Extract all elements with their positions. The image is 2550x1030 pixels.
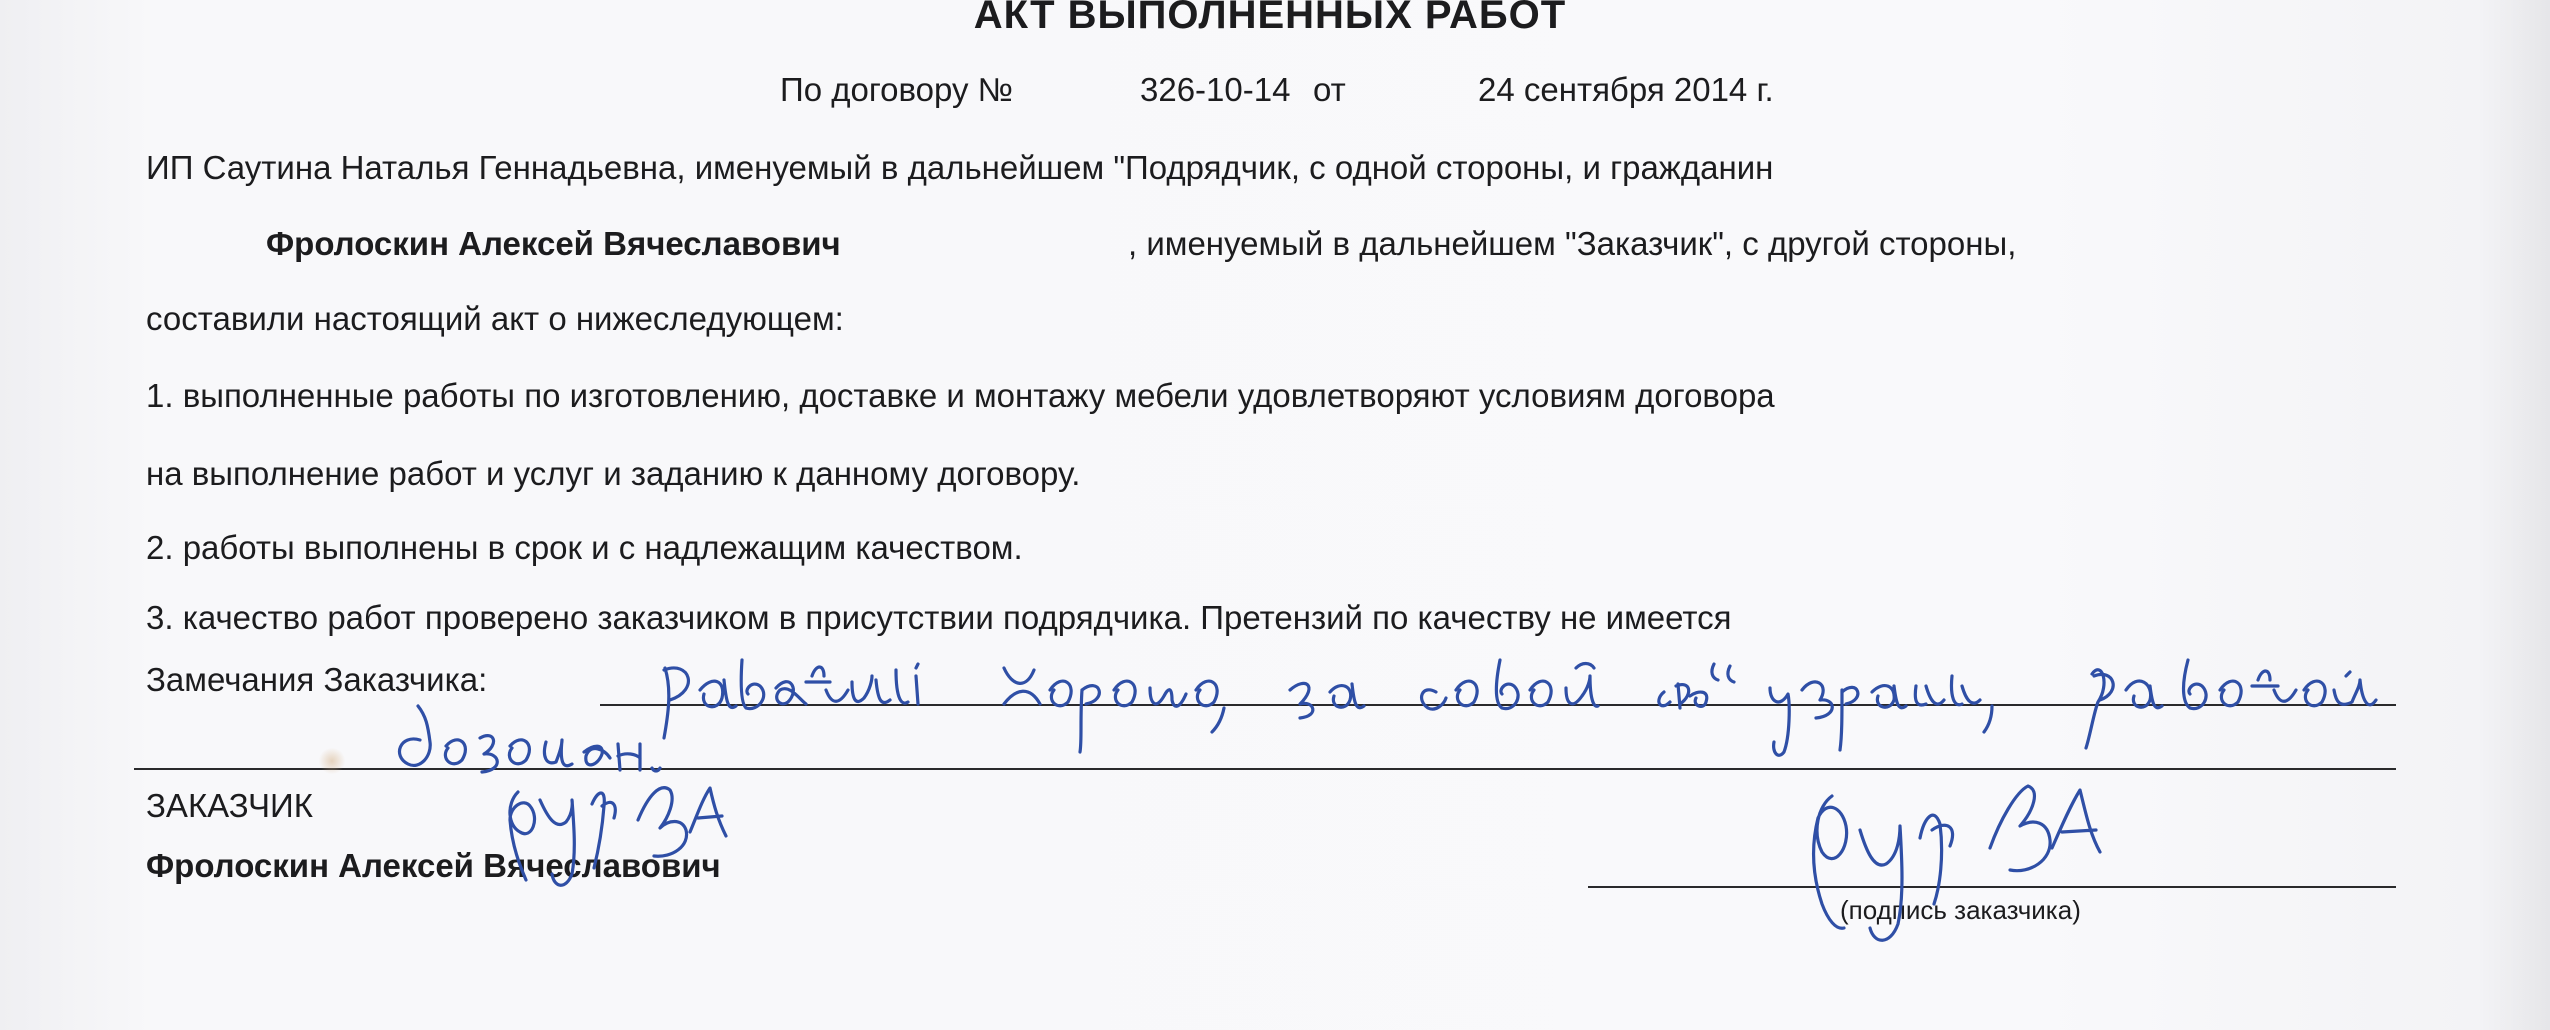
clause-1-continued: на выполнение работ и услуг и заданию к данному договору. xyxy=(146,455,1081,492)
contract-prefix: По договору № xyxy=(780,71,1014,108)
signature-caption: (подпись заказчика) xyxy=(1840,895,2081,925)
contract-from-word: от xyxy=(1313,71,1346,108)
clause-2: 2. работы выполнены в срок и с надлежащим качеством. xyxy=(146,529,1023,566)
contract-date: 24 сентября 2014 г. xyxy=(1478,71,1774,108)
parties-line-2-rest: , именуемый в дальнейшем "Заказчик", с другой стороны, xyxy=(1128,225,2017,262)
parties-line-3: составили настоящий акт о нижеследующем: xyxy=(146,300,844,337)
signature-role: ЗАКАЗЧИК xyxy=(146,787,313,824)
document-title: АКТ ВЫПОЛНЕННЫХ РАБОТ xyxy=(973,0,1567,37)
contract-number: 326-10-14 xyxy=(1140,71,1291,108)
signature-customer-name: Фролоскин Алексей Вячеславович xyxy=(146,847,721,884)
parties-line-1: ИП Саутина Наталья Геннадьевна, именуемый в дальнейшем "Подрядчик, с одной стороны, и гражданин xyxy=(146,149,1774,186)
remarks-label: Замечания Заказчика: xyxy=(146,661,488,698)
clause-3: 3. качество работ проверено заказчиком в присутствии подрядчика. Претензий по качеству не имеется xyxy=(146,599,1732,636)
clause-1: 1. выполненные работы по изготовлению, доставке и монтажу мебели удовлетворяют условиям договора xyxy=(146,377,1775,414)
customer-name-inline: Фролоскин Алексей Вячеславович xyxy=(266,225,841,262)
